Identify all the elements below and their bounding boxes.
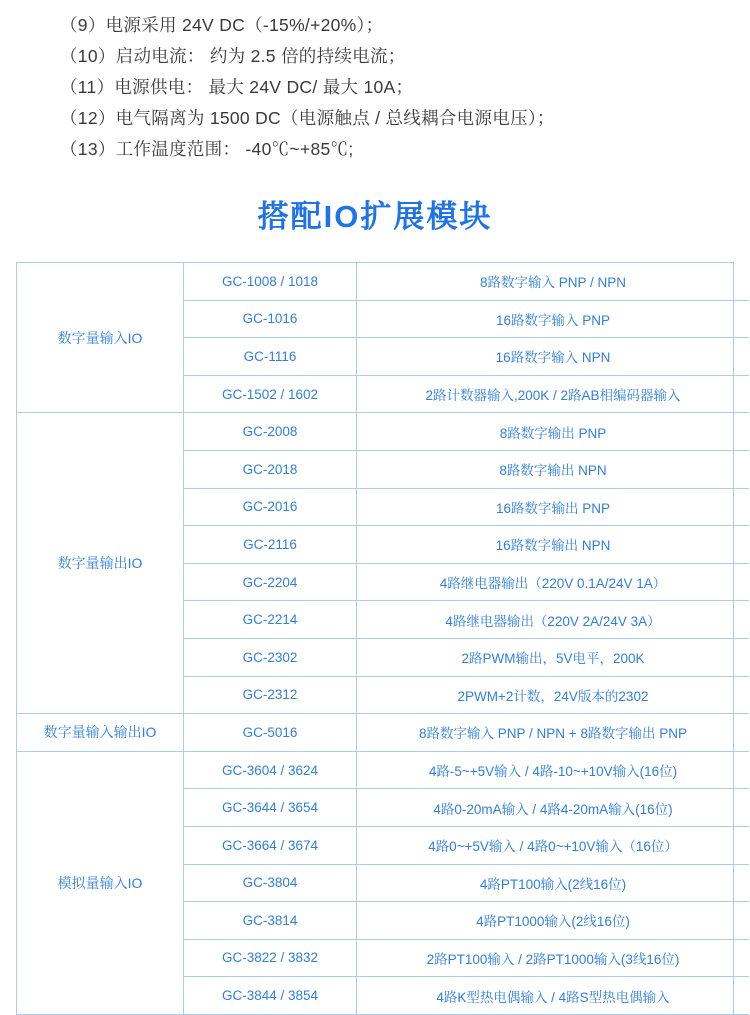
table-row xyxy=(17,714,749,752)
desc-cell: 2路PT100输入 / 2路PT1000输入(3线16位) xyxy=(357,939,750,977)
desc-cell: 2路PWM输出，5V电平，200K xyxy=(357,638,750,676)
desc-cell: 4路PT1000输入(2线16位) xyxy=(357,902,750,940)
desc-cell: 4路0~+5V输入 / 4路0~+10V输入（16位） xyxy=(357,826,750,864)
table-row xyxy=(17,751,749,789)
desc-cell: 2PWM+2计数，24V版本的2302 xyxy=(357,676,750,714)
desc-cell: 4路继电器输出（220V 2A/24V 3A） xyxy=(357,601,750,639)
model-cell: GC-1502 / 1602 xyxy=(184,375,357,413)
desc-cell: 8路数字输入 PNP / NPN + 8路数字输出 PNP xyxy=(357,714,750,752)
desc-cell: 16路数字输入 NPN xyxy=(357,338,750,376)
section-heading: 搭配IO扩展模块 xyxy=(257,199,493,234)
spec-line: （12）电气隔离为 1500 DC（电源触点 / 总线耦合电源电压）； xyxy=(60,108,555,128)
spec-line: （10）启动电流： 约为 2.5 倍的持续电流； xyxy=(60,46,406,66)
desc-cell: 2路计数器输入,200K / 2路AB相编码器输入 xyxy=(357,375,750,413)
group-label: 数字量输出IO xyxy=(17,413,184,714)
io-module-table-wrapper xyxy=(16,262,734,1015)
group-label: 模拟量输入IO xyxy=(17,751,184,1014)
group-label: 数字量输入IO xyxy=(17,263,184,413)
model-cell: GC-5016 xyxy=(184,714,357,752)
model-cell: GC-3664 / 3674 xyxy=(184,826,357,864)
model-cell: GC-2018 xyxy=(184,450,357,488)
model-cell: GC-2302 xyxy=(184,638,357,676)
desc-cell: 8路数字输入 PNP / NPN xyxy=(357,263,750,300)
table-row xyxy=(17,413,749,451)
spec-line: （11）电源供电： 最大 24V DC/ 最大 10A； xyxy=(60,77,414,97)
desc-cell: 4路0-20mA输入 / 4路4-20mA输入(16位) xyxy=(357,789,750,827)
model-cell: GC-2116 xyxy=(184,526,357,564)
group-label: 数字量输入输出IO xyxy=(17,714,184,752)
desc-cell: 8路数字输出 NPN xyxy=(357,450,750,488)
spec-line: （9）电源采用 24V DC（-15%/+20%）； xyxy=(60,15,384,35)
model-cell: GC-3814 xyxy=(184,902,357,940)
model-cell: GC-1008 / 1018 xyxy=(184,263,357,300)
desc-cell: 8路数字输出 PNP xyxy=(357,413,750,451)
table-row xyxy=(17,263,749,300)
model-cell: GC-3804 xyxy=(184,864,357,902)
desc-cell: 4路K型热电偶输入 / 4路S型热电偶输入 xyxy=(357,977,750,1015)
desc-cell: 4路继电器输出（220V 0.1A/24V 1A） xyxy=(357,563,750,601)
desc-cell: 16路数字输出 NPN xyxy=(357,526,750,564)
model-cell: GC-3604 / 3624 xyxy=(184,751,357,789)
model-cell: GC-2214 xyxy=(184,601,357,639)
model-cell: GC-3644 / 3654 xyxy=(184,789,357,827)
model-cell: GC-2008 xyxy=(184,413,357,451)
desc-cell: 16路数字输出 PNP xyxy=(357,488,750,526)
io-module-table xyxy=(17,263,749,1015)
model-cell: GC-2204 xyxy=(184,563,357,601)
model-cell: GC-1016 xyxy=(184,300,357,338)
model-cell: GC-1116 xyxy=(184,338,357,376)
desc-cell: 4路-5~+5V输入 / 4路-10~+10V输入(16位) xyxy=(357,751,750,789)
model-cell: GC-2312 xyxy=(184,676,357,714)
specification-list xyxy=(0,0,750,165)
spec-line: （13）工作温度范围： -40℃~+85℃; xyxy=(60,139,354,159)
model-cell: GC-2016 xyxy=(184,488,357,526)
desc-cell: 16路数字输入 PNP xyxy=(357,300,750,338)
model-cell: GC-3822 / 3832 xyxy=(184,939,357,977)
model-cell: GC-3844 / 3854 xyxy=(184,977,357,1015)
desc-cell: 4路PT100输入(2线16位) xyxy=(357,864,750,902)
